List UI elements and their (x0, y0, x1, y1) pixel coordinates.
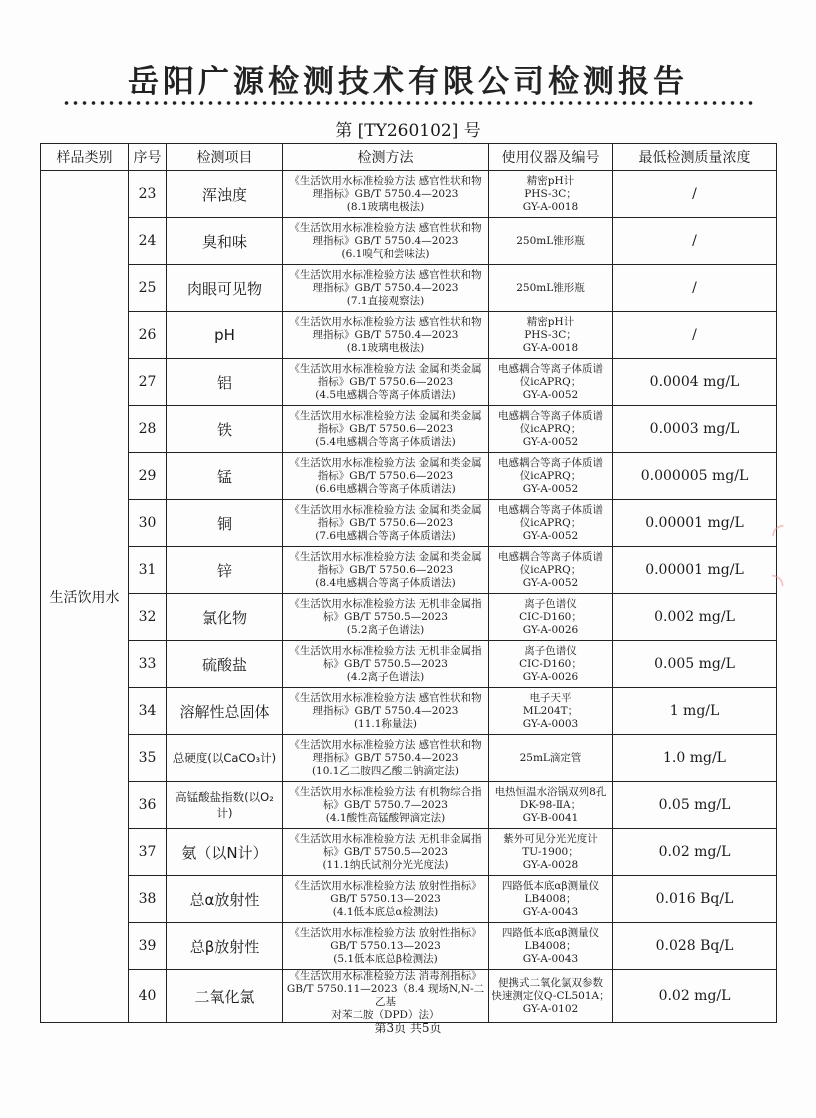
instrument (489, 312, 613, 359)
method-line: GB/T 5750.13—2023 (330, 892, 441, 905)
test-method (283, 735, 489, 782)
test-items-table (40, 143, 777, 1023)
method-line: 《生活饮用水标准检验方法 放射性指标》 (289, 879, 482, 892)
row-number: 23 (129, 171, 167, 218)
test-method (283, 547, 489, 594)
instrument (489, 594, 613, 641)
method-line: 理指标》GB/T 5750.4—2023 (312, 234, 459, 247)
test-method (283, 782, 489, 829)
header-method: 检测方法 (283, 144, 489, 171)
instrument-line: GY-A-0003 (522, 717, 579, 730)
instrument (489, 359, 613, 406)
instrument-line: 离子色谱仪 (524, 597, 577, 610)
row-number: 36 (129, 782, 167, 829)
test-method (283, 406, 489, 453)
table-row (41, 641, 777, 688)
detection-limit: 0.016 Bq/L (613, 876, 777, 923)
instrument-line: 电感耦合等离子体质谱 (498, 503, 603, 516)
instrument-line: CIC-D160； (519, 657, 582, 670)
method-line: (7.1直接观察法) (346, 294, 425, 307)
instrument-line: GY-A-0028 (522, 858, 579, 871)
test-method (283, 171, 489, 218)
header-item: 检测项目 (167, 144, 283, 171)
header-limit: 最低检测质量浓度 (613, 144, 777, 171)
instrument-line: 离子色谱仪 (524, 644, 577, 657)
row-number: 40 (129, 970, 167, 1023)
method-line: 标》GB/T 5750.7—2023 (323, 798, 448, 811)
report-number: 第 [TY260102] 号 (335, 121, 481, 141)
instrument-line: GY-A-0052 (522, 529, 579, 542)
instrument-line: 快速测定仪Q-CL501A； (491, 989, 610, 1002)
instrument-line: 精密pH计 (526, 315, 575, 328)
row-number: 26 (129, 312, 167, 359)
method-line: (8.4电感耦合等离子体质谱法) (315, 576, 456, 589)
test-method (283, 218, 489, 265)
detection-limit: 0.0003 mg/L (613, 406, 777, 453)
table-row (41, 970, 777, 1023)
method-line: (5.2离子色谱法) (346, 623, 425, 636)
method-line: (5.4电感耦合等离子体质谱法) (315, 435, 456, 448)
table-row (41, 171, 777, 218)
table-row (41, 876, 777, 923)
table-row (41, 500, 777, 547)
method-line: 《生活饮用水标准检验方法 金属和类金属 (289, 456, 482, 469)
table-row (41, 594, 777, 641)
test-item: 二氧化氯 (167, 970, 283, 1023)
instrument-line: GY-A-0043 (522, 952, 579, 965)
method-line: 《生活饮用水标准检验方法 消毒剂指标》 (289, 970, 482, 982)
instrument-line: 仪icAPRQ； (519, 375, 582, 388)
instrument (489, 735, 613, 782)
instrument-line: 电子天平 (529, 691, 572, 704)
detection-limit: 0.002 mg/L (613, 594, 777, 641)
method-line: 《生活饮用水标准检验方法 金属和类金属 (289, 409, 482, 422)
method-line: 《生活饮用水标准检验方法 无机非金属指 (289, 832, 482, 845)
instrument-line: GY-A-0052 (522, 388, 579, 401)
instrument-line: 仪icAPRQ； (519, 469, 582, 482)
method-line: (7.6电感耦合等离子体质谱法) (315, 529, 456, 542)
row-number: 34 (129, 688, 167, 735)
instrument (489, 547, 613, 594)
method-line: (6.1嗅气和尝味法) (341, 247, 430, 260)
method-line: 《生活饮用水标准检验方法 金属和类金属 (289, 550, 482, 563)
table-row (41, 829, 777, 876)
instrument (489, 265, 613, 312)
instrument (489, 218, 613, 265)
table-row (41, 688, 777, 735)
instrument-line: GY-A-0026 (522, 670, 579, 683)
method-line: 《生活饮用水标准检验方法 感官性状和物 (289, 268, 482, 281)
instrument-line: ML204T； (522, 704, 579, 717)
detection-limit: 0.000005 mg/L (613, 453, 777, 500)
instrument (489, 453, 613, 500)
test-method (283, 641, 489, 688)
test-method (283, 312, 489, 359)
test-item: pH (167, 312, 283, 359)
instrument (489, 641, 613, 688)
detection-limit: 0.00001 mg/L (613, 500, 777, 547)
instrument-line: 精密pH计 (526, 174, 575, 187)
instrument-line: TU-1900； (522, 845, 579, 858)
method-line: (4.1酸性高锰酸钾滴定法) (325, 811, 446, 824)
seal-stamp-fragment: ◜ ◝ (772, 517, 784, 602)
method-line: (4.5电感耦合等离子体质谱法) (315, 388, 456, 401)
instrument-line: GY-A-0052 (522, 576, 579, 589)
report-title: 岳阳广源检测技术有限公司检测报告 (128, 64, 688, 100)
row-number: 39 (129, 923, 167, 970)
test-item: 氯化物 (167, 594, 283, 641)
row-number: 38 (129, 876, 167, 923)
test-method (283, 876, 489, 923)
test-item: 锌 (167, 547, 283, 594)
detection-limit: 0.005 mg/L (613, 641, 777, 688)
table-row (41, 218, 777, 265)
test-item: 铜 (167, 500, 283, 547)
instrument-line: 电感耦合等离子体质谱 (498, 409, 603, 422)
method-line: GB/T 5750.11—2023（8.4 现场N,N-二乙基 (286, 983, 485, 1008)
dotted-divider (62, 100, 754, 106)
row-number: 30 (129, 500, 167, 547)
detection-limit: / (613, 265, 777, 312)
method-line: 指标》GB/T 5750.6—2023 (317, 516, 454, 529)
detection-limit: 1 mg/L (613, 688, 777, 735)
method-line: GB/T 5750.13—2023 (330, 939, 441, 952)
method-line: (10.1乙二胺四乙酸二钠滴定法) (311, 764, 460, 777)
instrument-line: 四路低本底αβ测量仪 (501, 879, 600, 892)
method-line: 《生活饮用水标准检验方法 感官性状和物 (289, 691, 482, 704)
test-item: 铝 (167, 359, 283, 406)
instrument-line: 紫外可见分光光度计 (503, 832, 598, 845)
instrument (489, 923, 613, 970)
header-category: 样品类别 (41, 144, 129, 171)
detection-limit: / (613, 171, 777, 218)
detection-limit: / (613, 218, 777, 265)
method-line: 《生活饮用水标准检验方法 感官性状和物 (289, 221, 482, 234)
instrument-line: GY-A-0026 (522, 623, 579, 636)
instrument-line: 仪icAPRQ； (519, 516, 582, 529)
instrument-line: 电热恒温水浴锅双列8孔 (494, 785, 607, 798)
method-line: 理指标》GB/T 5750.4—2023 (312, 281, 459, 294)
method-line: 《生活饮用水标准检验方法 放射性指标》 (289, 926, 482, 939)
method-line: 《生活饮用水标准检验方法 金属和类金属 (289, 503, 482, 516)
test-item: 浑浊度 (167, 171, 283, 218)
test-item: 总β放射性 (167, 923, 283, 970)
instrument-line: 仪icAPRQ； (519, 422, 582, 435)
method-line: 理指标》GB/T 5750.4—2023 (312, 704, 459, 717)
table-row (41, 735, 777, 782)
detection-limit: 0.05 mg/L (613, 782, 777, 829)
method-line: (11.1纳氏试剂分光光度法) (322, 858, 449, 871)
instrument-line: PHS-3C； (524, 187, 577, 200)
instrument-line: 便携式二氧化氯双参数 (498, 976, 603, 989)
table-row (41, 312, 777, 359)
row-number: 27 (129, 359, 167, 406)
table-header-row (41, 144, 777, 171)
method-line: 理指标》GB/T 5750.4—2023 (312, 751, 459, 764)
header-no: 序号 (129, 144, 167, 171)
instrument-line: PHS-3C； (524, 328, 577, 341)
method-line: 《生活饮用水标准检验方法 感官性状和物 (289, 738, 482, 751)
instrument-line: LB4008； (524, 892, 577, 905)
instrument-line: 250mL锥形瓶 (516, 281, 585, 294)
instrument-line: GY-A-0102 (522, 1002, 579, 1015)
instrument-line: 电感耦合等离子体质谱 (498, 362, 603, 375)
instrument-line: CIC-D160； (519, 610, 582, 623)
detection-limit: 0.02 mg/L (613, 829, 777, 876)
test-method (283, 500, 489, 547)
method-line: 标》GB/T 5750.5—2023 (323, 845, 448, 858)
test-method (283, 453, 489, 500)
method-line: 指标》GB/T 5750.6—2023 (317, 563, 454, 576)
instrument (489, 171, 613, 218)
row-number: 31 (129, 547, 167, 594)
detection-limit: 1.0 mg/L (613, 735, 777, 782)
detection-limit: 0.00001 mg/L (613, 547, 777, 594)
method-line: 《生活饮用水标准检验方法 无机非金属指 (289, 597, 482, 610)
page-footer: 第3页 共5页 (374, 1021, 442, 1035)
row-number: 33 (129, 641, 167, 688)
test-method (283, 829, 489, 876)
test-method (283, 688, 489, 735)
method-line: (6.6电感耦合等离子体质谱法) (315, 482, 456, 495)
detection-limit: 0.028 Bq/L (613, 923, 777, 970)
row-number: 25 (129, 265, 167, 312)
instrument (489, 970, 613, 1023)
instrument-line: 仪icAPRQ； (519, 563, 582, 576)
instrument-line: GY-A-0018 (522, 341, 579, 354)
sample-category: 生活饮用水 (41, 171, 129, 1023)
test-method (283, 359, 489, 406)
header-instrument: 使用仪器及编号 (489, 144, 613, 171)
instrument-line: GY-A-0052 (522, 435, 579, 448)
method-line: 《生活饮用水标准检验方法 感官性状和物 (289, 174, 482, 187)
test-item: 肉眼可见物 (167, 265, 283, 312)
instrument-line: 电感耦合等离子体质谱 (498, 550, 603, 563)
test-item: 总α放射性 (167, 876, 283, 923)
method-line: 理指标》GB/T 5750.4—2023 (312, 187, 459, 200)
table-row (41, 359, 777, 406)
row-number: 37 (129, 829, 167, 876)
method-line: (11.1称量法) (353, 717, 418, 730)
test-item: 氨（以N计） (167, 829, 283, 876)
table-row (41, 406, 777, 453)
instrument-line: GY-A-0052 (522, 482, 579, 495)
method-line: 标》GB/T 5750.5—2023 (323, 657, 448, 670)
test-item: 臭和味 (167, 218, 283, 265)
row-number: 35 (129, 735, 167, 782)
method-line: 《生活饮用水标准检验方法 金属和类金属 (289, 362, 482, 375)
test-item: 总硬度(以CaCO₃计) (167, 735, 283, 782)
table-row (41, 782, 777, 829)
detection-limit: 0.02 mg/L (613, 970, 777, 1023)
table-row (41, 547, 777, 594)
instrument-line: GY-A-0043 (522, 905, 579, 918)
instrument (489, 876, 613, 923)
instrument-line: 电感耦合等离子体质谱 (498, 456, 603, 469)
test-item: 溶解性总固体 (167, 688, 283, 735)
method-line: 指标》GB/T 5750.6—2023 (317, 375, 454, 388)
instrument (489, 782, 613, 829)
method-line: (8.1玻璃电极法) (346, 200, 425, 213)
test-item: 高锰酸盐指数(以O₂计) (167, 782, 283, 829)
test-item: 硫酸盐 (167, 641, 283, 688)
row-number: 28 (129, 406, 167, 453)
method-line: 理指标》GB/T 5750.4—2023 (312, 328, 459, 341)
test-method (283, 970, 489, 1023)
row-number: 32 (129, 594, 167, 641)
detection-limit: 0.0004 mg/L (613, 359, 777, 406)
test-item: 锰 (167, 453, 283, 500)
instrument-line: 四路低本底αβ测量仪 (501, 926, 600, 939)
method-line: 标》GB/T 5750.5—2023 (323, 610, 448, 623)
method-line: 《生活饮用水标准检验方法 无机非金属指 (289, 644, 482, 657)
test-method (283, 594, 489, 641)
table-row (41, 453, 777, 500)
instrument-line: 25mL滴定管 (519, 751, 582, 764)
instrument-line: LB4008； (524, 939, 577, 952)
method-line: 指标》GB/T 5750.6—2023 (317, 422, 454, 435)
method-line: (5.1低本底总β检测法) (333, 952, 438, 965)
method-line: 《生活饮用水标准检验方法 有机物综合指 (289, 785, 482, 798)
test-item: 铁 (167, 406, 283, 453)
test-method (283, 923, 489, 970)
table-row (41, 265, 777, 312)
instrument-line: 250mL锥形瓶 (516, 234, 585, 247)
row-number: 29 (129, 453, 167, 500)
row-number: 24 (129, 218, 167, 265)
method-line: 指标》GB/T 5750.6—2023 (317, 469, 454, 482)
instrument (489, 500, 613, 547)
method-line: (4.1低本底总α检测法) (332, 905, 439, 918)
method-line: (8.1玻璃电极法) (346, 341, 425, 354)
instrument (489, 688, 613, 735)
instrument-line: GY-B-0041 (522, 811, 579, 824)
detection-limit: / (613, 312, 777, 359)
method-line: (4.2离子色谱法) (346, 670, 425, 683)
instrument (489, 829, 613, 876)
method-line: 《生活饮用水标准检验方法 感官性状和物 (289, 315, 482, 328)
test-method (283, 265, 489, 312)
instrument (489, 406, 613, 453)
table-row (41, 923, 777, 970)
method-line: 对苯二胺（DPD）法） (331, 1009, 440, 1021)
instrument-line: GY-A-0018 (522, 200, 579, 213)
instrument-line: DK-98-ⅡA； (519, 798, 582, 811)
